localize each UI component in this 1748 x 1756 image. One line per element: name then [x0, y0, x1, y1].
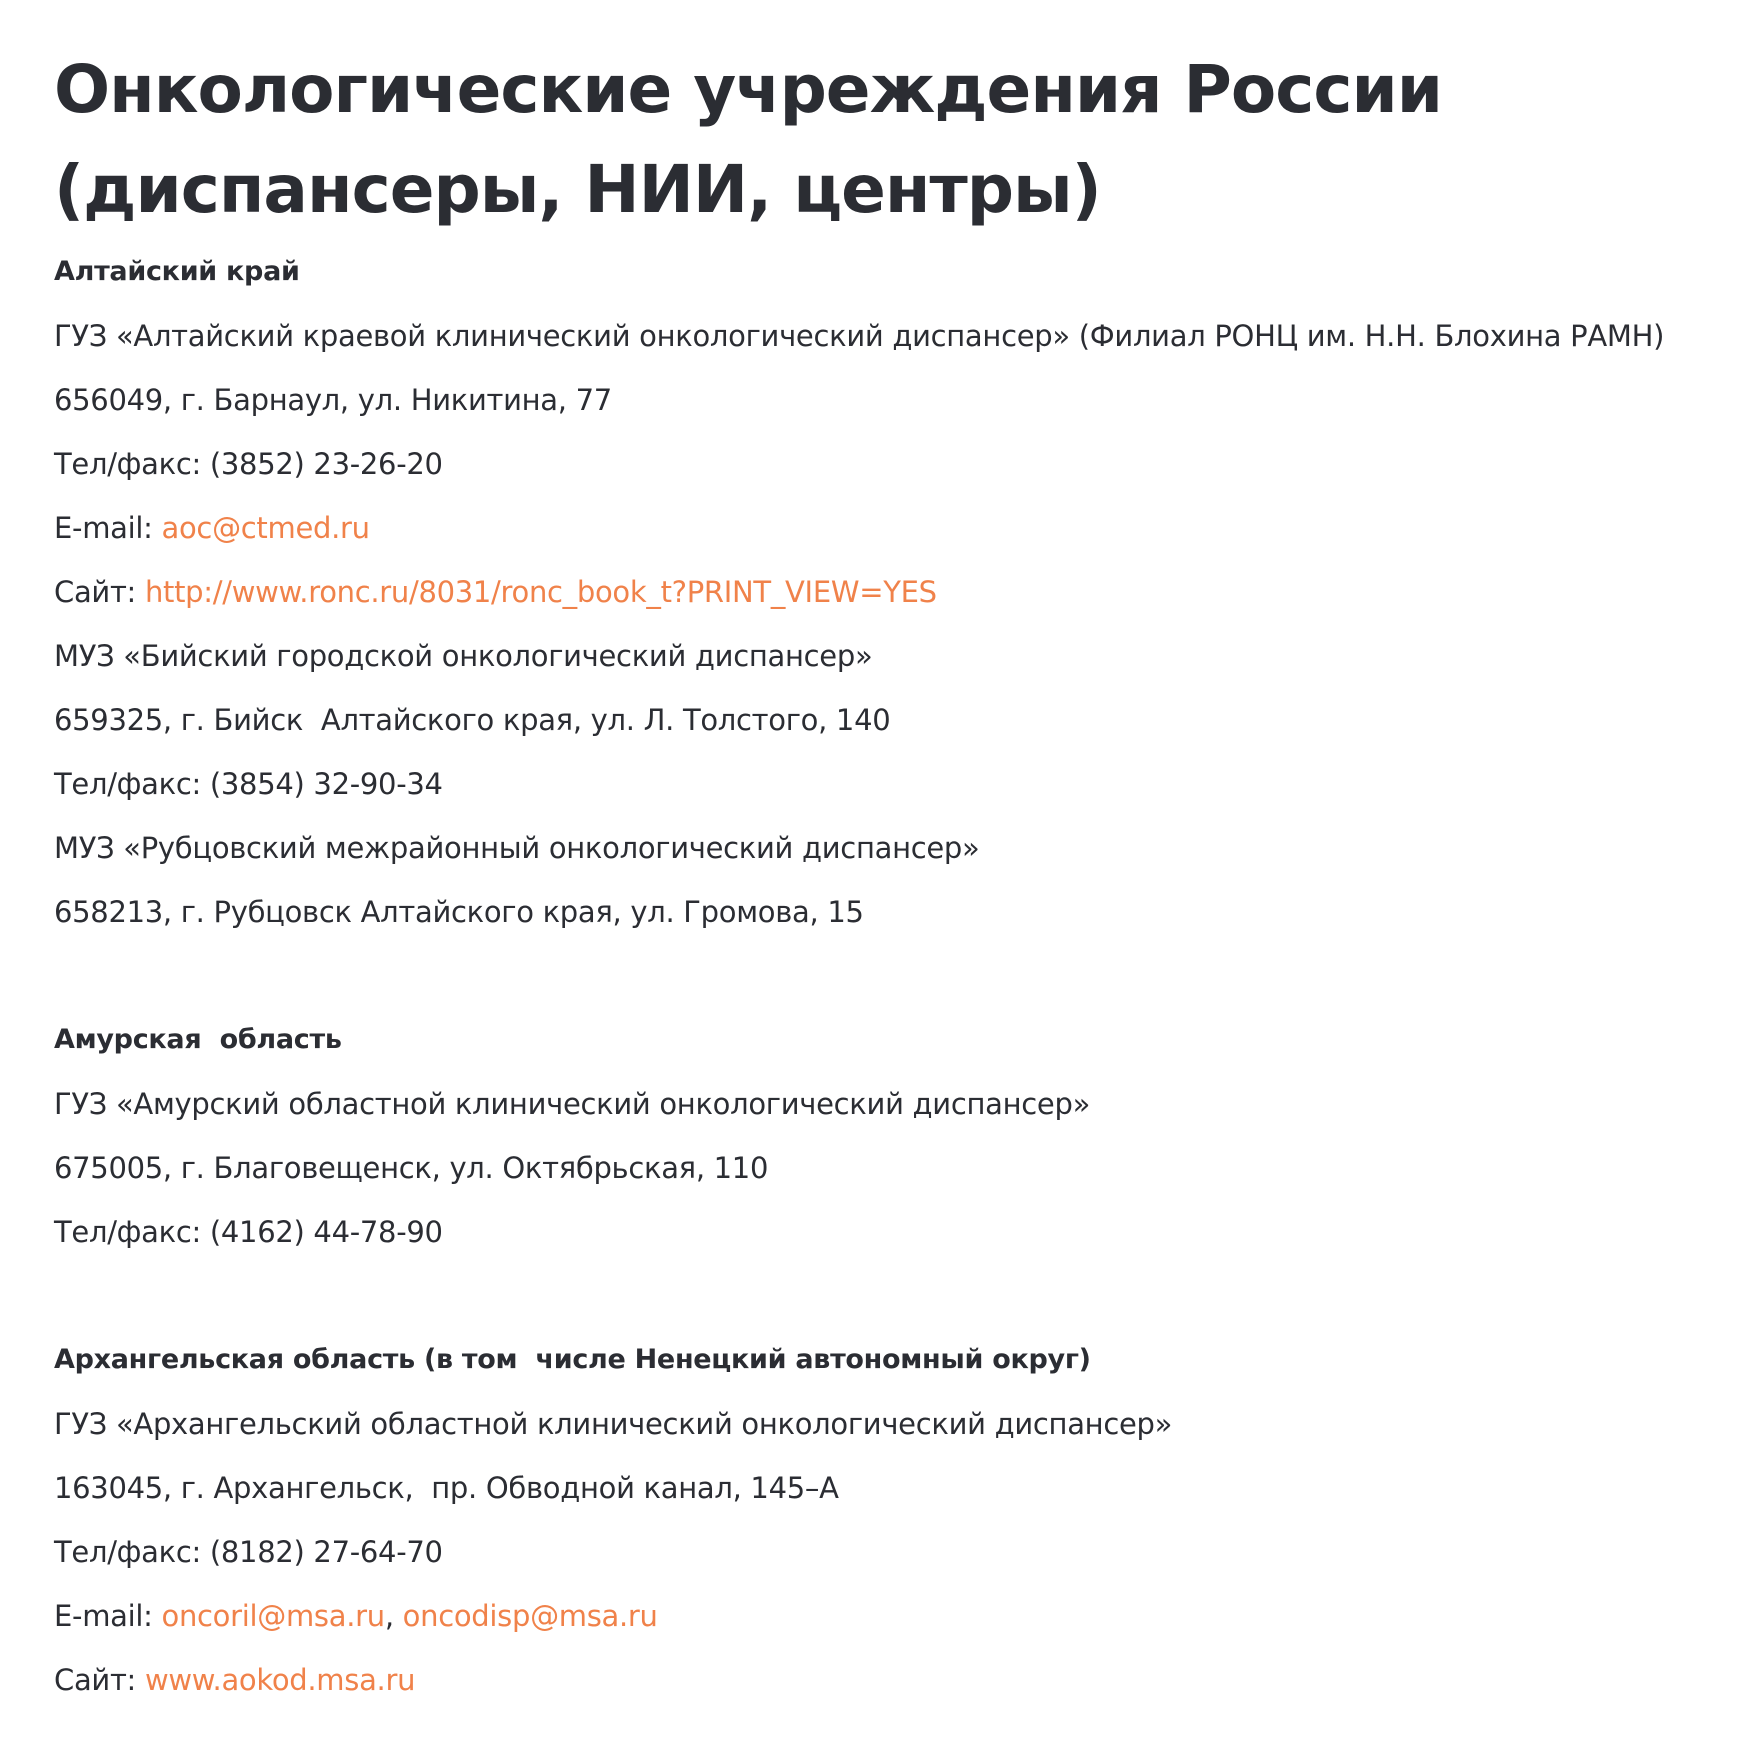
- phone: Тел/факс: (8182) 27-64-70: [54, 1535, 443, 1569]
- address: 675005, г. Благовещенск, ул. Октябрьская, 110: [54, 1151, 769, 1185]
- email-link[interactable]: oncodisp@msa.ru: [402, 1599, 658, 1633]
- phone: Тел/факс: (3854) 32-90-34: [54, 767, 443, 801]
- address: 163045, г. Архангельск, пр. Обводной канал, 145–А: [54, 1471, 839, 1505]
- site-link[interactable]: http://www.ronc.ru/8031/ronc_book_t?PRINT_VIEW=YES: [144, 575, 937, 609]
- institution-name: ГУЗ «Амурский областной клинический онкологический диспансер»: [54, 1087, 1091, 1121]
- region-title: Алтайский край: [54, 256, 300, 287]
- site-link[interactable]: www.aokod.msa.ru: [144, 1663, 416, 1697]
- phone: Тел/факс: (3852) 23-26-20: [54, 447, 443, 481]
- address: 659325, г. Бийск Алтайского края, ул. Л. Толстого, 140: [54, 703, 891, 737]
- institution-name: ГУЗ «Алтайский краевой клинический онкологический диспансер» (Филиал РОНЦ им. Н.Н. Блохина РАМН): [54, 319, 1665, 353]
- site-label: Сайт:: [54, 575, 145, 609]
- region-altai: [54, 240, 1694, 944]
- email-label: E-mail:: [54, 511, 162, 545]
- site-line: [54, 1648, 1694, 1712]
- region-title: Амурская область: [54, 1024, 342, 1055]
- institution-name: ГУЗ «Архангельский областной клинический онкологический диспансер»: [54, 1407, 1173, 1441]
- email-link[interactable]: aoc@ctmed.ru: [161, 511, 370, 545]
- site-label: Сайт:: [54, 1663, 145, 1697]
- region-arkhangelsk: [54, 1328, 1694, 1712]
- phone: Тел/факс: (4162) 44-78-90: [54, 1215, 443, 1249]
- institution-name: МУЗ «Рубцовский межрайонный онкологический диспансер»: [54, 831, 980, 865]
- email-line: [54, 496, 1694, 560]
- address: 656049, г. Барнаул, ул. Никитина, 77: [54, 383, 612, 417]
- email-label: E-mail:: [54, 1599, 162, 1633]
- email-separator: ,: [384, 1599, 403, 1633]
- region-spacer: [54, 1264, 1694, 1328]
- email-line: [54, 1584, 1694, 1648]
- address: 658213, г. Рубцовск Алтайского края, ул. Громова, 15: [54, 895, 864, 929]
- email-link[interactable]: oncoril@msa.ru: [161, 1599, 385, 1633]
- region-amur: [54, 1008, 1694, 1264]
- institution-name: МУЗ «Бийский городской онкологический диспансер»: [54, 639, 873, 673]
- region-title: Архангельская область (в том числе Ненецкий автономный округ): [54, 1344, 1091, 1375]
- page-title: Онкологические учреждения России (диспансеры, НИИ, центры): [54, 51, 1442, 228]
- site-line: [54, 560, 1694, 624]
- region-spacer: [54, 944, 1694, 1008]
